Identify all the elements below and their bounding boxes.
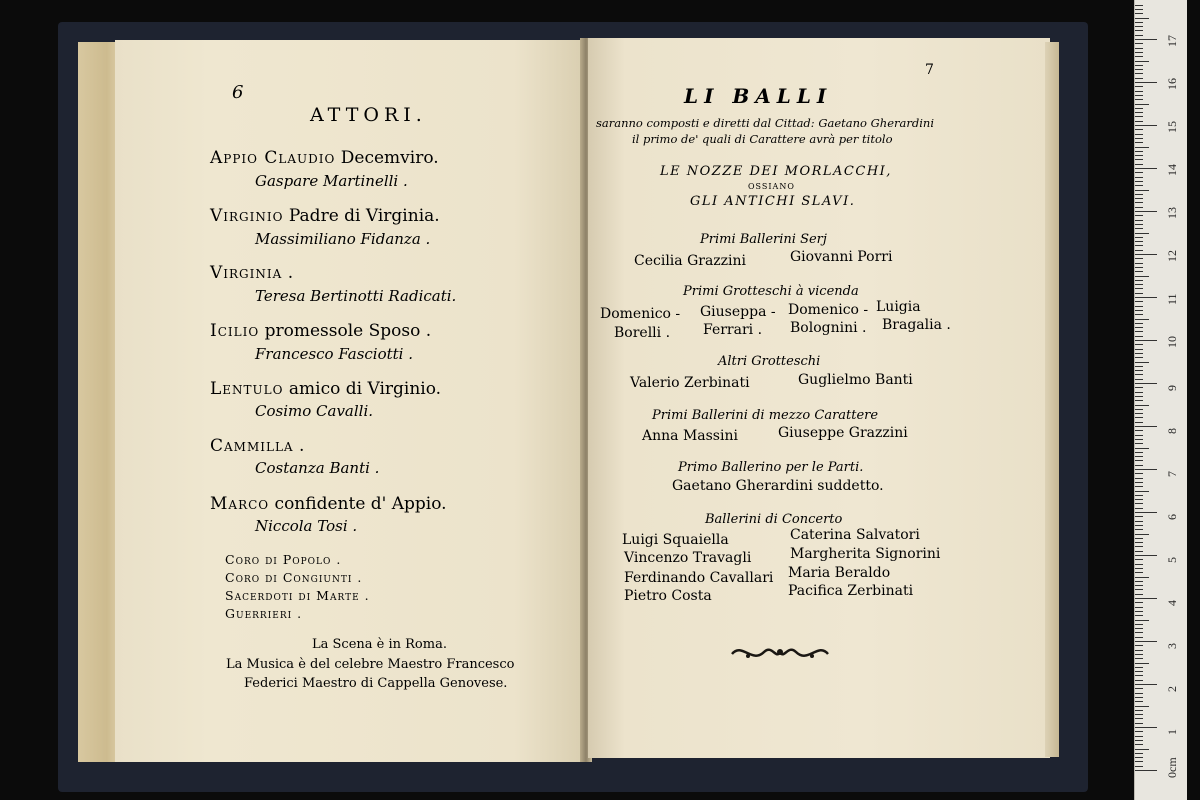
ruler-tick bbox=[1135, 482, 1143, 483]
ruler-tick bbox=[1135, 645, 1143, 646]
chorus-line: Sacerdoti di Marte . bbox=[225, 588, 370, 603]
ruler-tick bbox=[1135, 99, 1143, 100]
ruler-tick bbox=[1135, 147, 1149, 148]
ruler-number: 6 bbox=[1165, 514, 1179, 520]
ruler-tick bbox=[1135, 602, 1143, 603]
dancer-name: Bolognini . bbox=[790, 320, 867, 336]
ruler-tick bbox=[1135, 761, 1143, 762]
ossiano-label: OSSIANO bbox=[748, 182, 795, 191]
ruler-number: 15 bbox=[1165, 121, 1179, 133]
ruler-tick bbox=[1135, 667, 1143, 668]
ruler-tick bbox=[1135, 280, 1143, 281]
ruler-tick bbox=[1135, 589, 1143, 590]
ruler-tick bbox=[1135, 254, 1157, 255]
ruler-tick bbox=[1135, 684, 1157, 685]
ornament-flourish bbox=[728, 640, 832, 666]
ruler-tick bbox=[1135, 632, 1143, 633]
page-number-right: 7 bbox=[925, 62, 934, 78]
ruler-tick bbox=[1135, 400, 1143, 401]
dancer-name: Gaetano Gherardini suddetto. bbox=[672, 478, 884, 494]
ruler-tick bbox=[1135, 155, 1143, 156]
ruler-tick bbox=[1135, 521, 1143, 522]
ruler-tick bbox=[1135, 542, 1143, 543]
ruler-tick bbox=[1135, 736, 1143, 737]
ruler-tick bbox=[1135, 430, 1143, 431]
ruler-tick bbox=[1135, 211, 1157, 212]
ruler-tick bbox=[1135, 417, 1143, 418]
dancer-name: Maria Beraldo bbox=[788, 565, 891, 581]
ruler-tick bbox=[1135, 349, 1143, 350]
ruler-number: 16 bbox=[1165, 78, 1179, 90]
ruler-tick bbox=[1135, 611, 1143, 612]
ruler-tick bbox=[1135, 18, 1149, 19]
ruler-tick bbox=[1135, 568, 1143, 569]
ruler-tick bbox=[1135, 194, 1143, 195]
ruler-number: 13 bbox=[1165, 207, 1179, 219]
ruler-number: 17 bbox=[1165, 35, 1179, 47]
ruler-tick bbox=[1135, 680, 1143, 681]
ruler-tick bbox=[1135, 73, 1143, 74]
ballet-subtitle: GLI ANTICHI SLAVI. bbox=[690, 194, 856, 209]
ruler-tick bbox=[1135, 370, 1143, 371]
ruler-tick bbox=[1135, 344, 1143, 345]
dancer-name: Ferdinando Cavallari bbox=[624, 570, 774, 586]
ruler-tick bbox=[1135, 572, 1143, 573]
ruler-tick bbox=[1135, 538, 1143, 539]
role-line: Appio Claudio Decemviro. bbox=[210, 148, 439, 168]
ruler-tick bbox=[1135, 336, 1143, 337]
ruler-tick bbox=[1135, 241, 1143, 242]
dancer-name: Ferrari . bbox=[703, 322, 763, 338]
ruler-tick bbox=[1135, 314, 1143, 315]
ruler-tick bbox=[1135, 460, 1143, 461]
ruler-tick bbox=[1135, 5, 1143, 6]
ruler-number: 8 bbox=[1165, 428, 1179, 434]
ruler-tick bbox=[1135, 379, 1143, 380]
ruler-tick bbox=[1135, 675, 1143, 676]
ruler-number: 7 bbox=[1165, 471, 1179, 477]
ruler-tick bbox=[1135, 478, 1143, 479]
ruler-tick bbox=[1135, 82, 1157, 83]
ruler-tick bbox=[1135, 108, 1143, 109]
intro-line: il primo de' quali di Carattere avrà per titolo bbox=[632, 132, 893, 146]
ruler-tick bbox=[1135, 620, 1149, 621]
ruler-tick bbox=[1135, 353, 1143, 354]
ruler-tick bbox=[1135, 35, 1143, 36]
ruler-tick bbox=[1135, 529, 1143, 530]
ruler-tick bbox=[1135, 495, 1143, 496]
ruler-tick bbox=[1135, 706, 1149, 707]
ruler-tick bbox=[1135, 159, 1143, 160]
ruler-tick bbox=[1135, 220, 1143, 221]
ruler-tick bbox=[1135, 731, 1143, 732]
ruler-tick bbox=[1135, 366, 1143, 367]
ruler-tick bbox=[1135, 753, 1143, 754]
ruler-tick bbox=[1135, 215, 1143, 216]
ruler-tick bbox=[1135, 39, 1157, 40]
ruler-tick bbox=[1135, 331, 1143, 332]
ruler-tick bbox=[1135, 749, 1149, 750]
ruler-tick bbox=[1135, 551, 1143, 552]
ruler-tick bbox=[1135, 258, 1143, 259]
ruler-tick bbox=[1135, 134, 1143, 135]
dancer-name: Caterina Salvatori bbox=[790, 527, 920, 543]
ruler-tick bbox=[1135, 585, 1143, 586]
ruler-tick bbox=[1135, 714, 1143, 715]
ruler-tick bbox=[1135, 104, 1149, 105]
section-heading: Primo Ballerino per le Parti. bbox=[678, 460, 864, 475]
ruler-tick bbox=[1135, 340, 1157, 341]
ruler-tick bbox=[1135, 95, 1143, 96]
actor-name: Costanza Banti . bbox=[255, 459, 380, 477]
ruler-tick bbox=[1135, 288, 1143, 289]
ruler-number: 9 bbox=[1165, 385, 1179, 391]
ruler-tick bbox=[1135, 224, 1143, 225]
ruler-tick bbox=[1135, 138, 1143, 139]
ruler-tick bbox=[1135, 306, 1143, 307]
dancer-name: Luigi Squaiella bbox=[622, 532, 729, 548]
ruler-tick bbox=[1135, 319, 1149, 320]
ruler-tick bbox=[1135, 512, 1157, 513]
dancer-name: Anna Massini bbox=[642, 428, 738, 444]
ruler-tick bbox=[1135, 172, 1143, 173]
ruler-tick bbox=[1135, 740, 1143, 741]
ruler-tick bbox=[1135, 293, 1143, 294]
ruler-tick bbox=[1135, 52, 1143, 53]
ruler-number: 12 bbox=[1165, 250, 1179, 262]
ruler-tick bbox=[1135, 555, 1157, 556]
ruler-tick bbox=[1135, 564, 1143, 565]
ruler-tick bbox=[1135, 559, 1143, 560]
ruler-tick bbox=[1135, 112, 1143, 113]
ruler-tick bbox=[1135, 129, 1143, 130]
ruler-tick bbox=[1135, 499, 1143, 500]
ruler-tick bbox=[1135, 452, 1143, 453]
ruler-tick bbox=[1135, 413, 1143, 414]
ruler-tick bbox=[1135, 486, 1143, 487]
ruler-tick bbox=[1135, 22, 1143, 23]
ruler-tick bbox=[1135, 142, 1143, 143]
section-heading: Primi Ballerini di mezzo Carattere bbox=[652, 408, 879, 423]
ruler-tick bbox=[1135, 168, 1157, 169]
ruler-tick bbox=[1135, 190, 1149, 191]
ruler-tick bbox=[1135, 396, 1143, 397]
ruler-tick bbox=[1135, 301, 1143, 302]
ruler-number: 4 bbox=[1165, 600, 1179, 606]
dancer-name: Domenico - bbox=[600, 306, 681, 322]
ruler-tick bbox=[1135, 443, 1143, 444]
dancer-name: Bragalia . bbox=[882, 317, 951, 333]
ruler-tick bbox=[1135, 164, 1143, 165]
section-heading: Altri Grotteschi bbox=[718, 354, 821, 369]
ruler-tick bbox=[1135, 271, 1143, 272]
role-line: Virginio Padre di Virginia. bbox=[210, 206, 440, 226]
ruler-tick bbox=[1135, 525, 1143, 526]
ruler-tick bbox=[1135, 628, 1143, 629]
ruler-tick bbox=[1135, 297, 1157, 298]
ruler-tick bbox=[1135, 718, 1143, 719]
ruler-tick bbox=[1135, 426, 1157, 427]
actor-name: Niccola Tosi . bbox=[255, 517, 358, 535]
ruler-tick bbox=[1135, 198, 1143, 199]
ruler-tick bbox=[1135, 757, 1143, 758]
ruler-tick bbox=[1135, 577, 1149, 578]
ruler-tick bbox=[1135, 13, 1143, 14]
role-line: Icilio promessole Sposo . bbox=[210, 321, 432, 341]
scene-line: La Scena è in Roma. bbox=[312, 637, 447, 652]
dancer-name: Giuseppa - bbox=[700, 304, 776, 320]
ruler-tick bbox=[1135, 641, 1157, 642]
ruler-tick bbox=[1135, 392, 1143, 393]
ruler-tick bbox=[1135, 323, 1143, 324]
ruler-tick bbox=[1135, 465, 1143, 466]
ruler-tick bbox=[1135, 503, 1143, 504]
ruler-tick bbox=[1135, 284, 1143, 285]
ruler-tick bbox=[1135, 581, 1143, 582]
dancer-name: Guglielmo Banti bbox=[798, 372, 913, 388]
actor-name: Massimiliano Fidanza . bbox=[255, 230, 431, 248]
ruler-tick bbox=[1135, 422, 1143, 423]
ruler-tick bbox=[1135, 701, 1143, 702]
ruler-tick bbox=[1135, 69, 1143, 70]
chorus-line: Coro di Congiunti . bbox=[225, 570, 363, 585]
ruler-tick bbox=[1135, 263, 1143, 264]
ruler-tick bbox=[1135, 327, 1143, 328]
ruler-tick bbox=[1135, 48, 1143, 49]
role-line: Virginia . bbox=[210, 263, 294, 283]
ruler-tick bbox=[1135, 650, 1143, 651]
ruler-number: 14 bbox=[1165, 164, 1179, 176]
ruler-tick bbox=[1135, 43, 1143, 44]
ruler-tick bbox=[1135, 276, 1149, 277]
ruler-tick bbox=[1135, 546, 1143, 547]
chorus-line: Guerrieri . bbox=[225, 606, 303, 621]
intro-line: saranno composti e diretti dal Cittad: Gaetano Gherardini bbox=[596, 116, 934, 130]
page-edges-right bbox=[1045, 42, 1059, 757]
ruler-tick bbox=[1135, 237, 1143, 238]
ruler-number: 1 bbox=[1165, 729, 1179, 735]
ruler-tick bbox=[1135, 362, 1149, 363]
ruler-tick bbox=[1135, 744, 1143, 745]
ruler-tick bbox=[1135, 250, 1143, 251]
actor-name: Cosimo Cavalli. bbox=[255, 402, 374, 420]
dancer-name: Pietro Costa bbox=[624, 588, 712, 604]
page-number-left: 6 bbox=[232, 82, 244, 103]
actor-name: Teresa Bertinotti Radicati. bbox=[255, 287, 457, 305]
ruler-tick bbox=[1135, 594, 1143, 595]
ruler-number: 3 bbox=[1165, 643, 1179, 649]
composer-line: Federici Maestro di Cappella Genovese. bbox=[244, 676, 508, 691]
ruler-tick bbox=[1135, 409, 1143, 410]
ruler-tick bbox=[1135, 65, 1143, 66]
dancer-name: Domenico - bbox=[788, 302, 869, 318]
ruler-tick bbox=[1135, 26, 1143, 27]
ruler-tick bbox=[1135, 615, 1143, 616]
ruler-tick bbox=[1135, 723, 1143, 724]
ruler-tick bbox=[1135, 357, 1143, 358]
cast-title: ATTORI. bbox=[310, 104, 427, 126]
dancer-name: Giuseppe Grazzini bbox=[778, 425, 908, 441]
music-line: La Musica è del celebre Maestro Francesco bbox=[226, 657, 515, 672]
ruler-tick bbox=[1135, 770, 1157, 771]
dancer-name: Vincenzo Travagli bbox=[624, 550, 752, 566]
ruler-tick bbox=[1135, 185, 1143, 186]
ruler-tick bbox=[1135, 727, 1157, 728]
dancer-name: Pacifica Zerbinati bbox=[788, 583, 914, 599]
dancer-name: Cecilia Grazzini bbox=[634, 253, 747, 269]
measurement-ruler bbox=[1134, 0, 1187, 800]
section-heading: Ballerini di Concerto bbox=[705, 512, 843, 527]
ruler-tick bbox=[1135, 624, 1143, 625]
ruler-tick bbox=[1135, 91, 1143, 92]
ruler-tick bbox=[1135, 61, 1149, 62]
dancer-name: Luigia bbox=[876, 299, 921, 315]
role-line: Cammilla . bbox=[210, 436, 305, 456]
ruler-tick bbox=[1135, 9, 1143, 10]
ruler-tick bbox=[1135, 658, 1143, 659]
ruler-tick bbox=[1135, 448, 1149, 449]
ruler-tick bbox=[1135, 86, 1143, 87]
ruler-tick bbox=[1135, 202, 1143, 203]
ruler-tick bbox=[1135, 245, 1143, 246]
ruler-number: 2 bbox=[1165, 686, 1179, 692]
ruler-tick bbox=[1135, 508, 1143, 509]
ruler-tick bbox=[1135, 207, 1143, 208]
ruler-tick bbox=[1135, 693, 1143, 694]
ruler-tick bbox=[1135, 181, 1143, 182]
ruler-tick bbox=[1135, 637, 1143, 638]
ruler-tick bbox=[1135, 56, 1143, 57]
ballets-title: LI BALLI bbox=[684, 84, 833, 108]
role-line: Marco confidente d' Appio. bbox=[210, 494, 447, 514]
ruler-tick bbox=[1135, 534, 1149, 535]
chorus-line: Coro di Popolo . bbox=[225, 552, 342, 567]
ruler-tick bbox=[1135, 456, 1143, 457]
ruler-tick bbox=[1135, 766, 1143, 767]
ruler-tick bbox=[1135, 697, 1143, 698]
ruler-tick bbox=[1135, 383, 1157, 384]
ruler-tick bbox=[1135, 30, 1143, 31]
dancer-name: Borelli . bbox=[614, 325, 671, 341]
ruler-tick bbox=[1135, 387, 1143, 388]
ruler-tick bbox=[1135, 374, 1143, 375]
role-line: Lentulo amico di Virginio. bbox=[210, 379, 442, 399]
section-heading: Primi Ballerini Serj bbox=[700, 232, 827, 247]
ruler-tick bbox=[1135, 710, 1143, 711]
section-heading: Primi Grotteschi à vicenda bbox=[683, 284, 859, 299]
ruler-tick bbox=[1135, 310, 1143, 311]
ruler-tick bbox=[1135, 516, 1143, 517]
dancer-name: Valerio Zerbinati bbox=[630, 375, 750, 391]
actor-name: Francesco Fasciotti . bbox=[255, 345, 414, 363]
ruler-tick bbox=[1135, 491, 1149, 492]
ruler-tick bbox=[1135, 405, 1149, 406]
ruler-tick bbox=[1135, 439, 1143, 440]
ruler-tick bbox=[1135, 435, 1143, 436]
ruler-number: 5 bbox=[1165, 557, 1179, 563]
actor-name: Gaspare Martinelli . bbox=[255, 172, 408, 190]
ballet-title: LE NOZZE DEI MORLACCHI, bbox=[660, 164, 892, 179]
ruler-number: 0cm bbox=[1165, 757, 1179, 778]
ruler-tick bbox=[1135, 125, 1157, 126]
ruler-tick bbox=[1135, 654, 1143, 655]
ruler-tick bbox=[1135, 473, 1143, 474]
ruler-tick bbox=[1135, 598, 1157, 599]
ruler-number: 10 bbox=[1165, 336, 1179, 348]
ruler-tick bbox=[1135, 688, 1143, 689]
ruler-tick bbox=[1135, 607, 1143, 608]
ruler-tick bbox=[1135, 267, 1143, 268]
ruler-tick bbox=[1135, 469, 1157, 470]
ruler-tick bbox=[1135, 233, 1149, 234]
dancer-name: Giovanni Porri bbox=[790, 249, 893, 265]
ruler-tick bbox=[1135, 116, 1143, 117]
ruler-tick bbox=[1135, 671, 1143, 672]
ruler-tick bbox=[1135, 121, 1143, 122]
dancer-name: Margherita Signorini bbox=[790, 546, 941, 562]
ruler-tick bbox=[1135, 151, 1143, 152]
ruler-number: 11 bbox=[1165, 293, 1179, 305]
ruler-tick bbox=[1135, 177, 1143, 178]
ruler-tick bbox=[1135, 228, 1143, 229]
ruler-tick bbox=[1135, 663, 1149, 664]
ruler-tick bbox=[1135, 78, 1143, 79]
